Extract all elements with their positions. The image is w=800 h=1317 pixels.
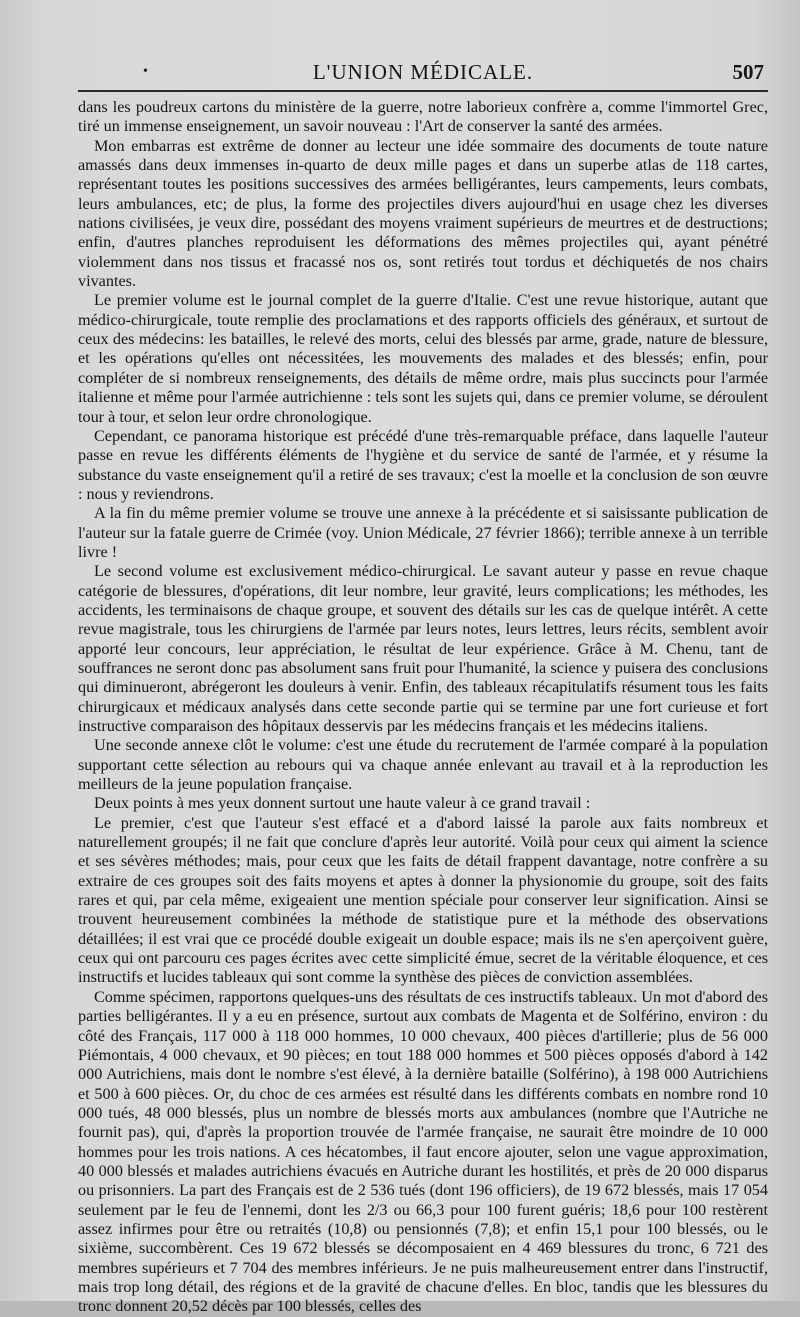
paragraph: Le premier, c'est que l'auteur s'est effacé et a d'abord laissé la parole aux faits nombreux et naturellement groupés; il ne fait que conclure d'après leur autorité. Voilà pour ceux qui aiment la science et ses sévères méthodes; mais, pour ceux que les faits de détail frappent davantage, notre confrère a su extraire de ces groupes soit des faits moyens et aptes à donner la physionomie du groupe, soit des faits rares et qui, par cela même, exigeaient une mention spéciale pour conserver leur signification. Ainsi se trouvent heureusement combinées la méthode de statistique pure et la méthode des observations détaillées; il est vrai que ce procédé double exigeait un double espace; mais ils ne s'en aperçoivent guère, ceux qui ont parcouru ces pages écrites avec cette simplicité émue, secret de la véritable éloquence, et ces instructifs et lucides tableaux qui sont comme la synthèse des pièces de conviction assemblées. <box>78 813 768 987</box>
paragraph: A la fin du même premier volume se trouve une annexe à la précédente et si saisissante publication de l'auteur sur la fatale guerre de Crimée (voy. Union Médicale, 27 février 1866); terrible annexe à un terrible livre ! <box>78 504 768 561</box>
paragraph: Mon embarras est extrême de donner au lecteur une idée sommaire des documents de toute nature amassés dans deux immenses in-quarto de deux mille pages et dans un superbe atlas de 118 cartes, représentant toutes les positions successives des armées belligérantes, leurs campements, leurs combats, leurs ambulances, etc; de plus, la forme des projectiles divers aujourd'hui en usage chez les diverses nations civilisées, je veux dire, possédant des moyens vraiment supérieurs de meurtres et de destructions; enfin, d'autres planches reproduisent les déformations des mêmes projectiles qui, ayant pénétré violemment dans nos tissus et fracassé nos os, sont retirés tout tordus et déchiquetés de nos chairs vivantes. <box>78 136 768 291</box>
article-body <box>78 98 768 1317</box>
journal-title: L'UNION MÉDICALE. <box>312 60 534 84</box>
paragraph: Le premier volume est le journal complet de la guerre d'Italie. C'est une revue historique, autant que médico-chirurgicale, toute remplie des proclamations et des rapports officiels des généraux, et surtout de ceux des médecins: les batailles, le relevé des morts, celui des blessés par arme, grade, nature de blessure, et les opérations qu'elles ont nécessitées, les mouvements des malades et des blessés; enfin, pour compléter de si nombreux renseignements, des détails de même ordre, mais plus succincts pour l'armée italienne et même pour l'armée autrichienne : tels sont les sujets qui, dans ce premier volume, se déroulent tour à tour, et selon leur ordre chronologique. <box>78 291 768 426</box>
header-rule <box>78 90 768 92</box>
paragraph: Cependant, ce panorama historique est précédé d'une très-remarquable préface, dans laquelle l'auteur passe en revue les différents éléments de l'hygiène et du service de santé de l'armée, et y résume la substance du vaste enseignement qu'il a retiré de ses travaux; c'est la moelle et la conclusion de son œuvre : nous y reviendrons. <box>78 426 768 503</box>
page-number: 507 <box>732 60 764 84</box>
paragraph: Deux points à mes yeux donnent surtout une haute valeur à ce grand travail : <box>94 794 591 813</box>
running-header <box>78 58 768 88</box>
header-bullet: • <box>143 64 148 79</box>
paragraph: dans les poudreux cartons du ministère de la guerre, notre laborieux confrère a, comme l'immortel Grec, tiré un immense enseignement, un savoir nouveau : l'Art de conserver la santé des armées. <box>78 98 768 136</box>
paragraph: Le second volume est exclusivement médico-chirurgical. Le savant auteur y passe en revue chaque catégorie de blessures, d'opérations, dit leur nombre, leur gravité, leurs complications; les méthodes, les accidents, les terminaisons de chaque groupe, et souvent des détails sur les cas de quelque intérêt. A cette revue magistrale, tous les chirurgiens de l'armée par leurs notes, leurs lettres, leurs récits, semblent avoir apporté leur concours, leur appréciation, le résultat de leur expérience. Grâce à M. Chenu, tant de souffrances ne seront donc pas absolument sans fruit pour l'humanité, la science y puisera des conclusions qui diminueront, abrégeront les douleurs à venir. Enfin, des tableaux récapitulatifs résument tous les faits chirurgicaux et médicaux analysés dans cette seconde partie qui se termine par une fort curieuse et fort instructive comparaison des hôpitaux desservis par les médecins français et les médecins italiens. <box>78 562 768 735</box>
paragraph: Une seconde annexe clôt le volume: c'est une étude du recrutement de l'armée comparé à la population supportant cette sélection au rebours qui va chaque année enlevant au travail et à la reproduction les meilleurs de la jeune population française. <box>78 736 768 794</box>
paragraph: Comme spécimen, rapportons quelques-uns des résultats de ces instructifs tableaux. Un mot d'abord des parties belligérantes. Il y a eu en présence, surtout aux combats de Magenta et de Solférino, environ : du côté des Français, 117 000 à 118 000 hommes, 10 000 chevaux, 400 pièces d'artillerie; plus de 56 000 Piémontais, 4 000 chevaux, et 90 pièces; en tout 188 000 hommes et 500 pièces opposés d'abord à 142 000 Autrichiens, mais dont le nombre s'est élevé, à la dernière bataille (Solférino), à 198 000 Autrichiens et 500 à 600 pièces. Or, du choc de ces armées est résulté dans les différents combats en nombre rond 10 000 tués, 48 000 blessés, plus un nombre de blessés morts aux ambulances (nombre que l'Autriche ne fournit pas), qui, d'après la proportion trouvée de l'armée française, ne saurait être moindre de 10 000 hommes pour les trois nations. A ces hécatombes, il faut encore ajouter, selon une vague approximation, 40 000 blessés et malades autrichiens évacués en Autriche durant les hostilités, et près de 20 000 disparus ou prisonniers. La part des Français est de 2 536 tués (dont 196 officiers), de 19 672 blessés, mais 17 054 seulement par le feu de l'ennemi, dont les 2/3 ou 66,3 pour 100 furent guéris; 18,6 pour 100 restèrent assez infirmes pour être ou retraités (10,8) ou pensionnés (7,8); et enfin 15,1 pour 100 blessés, ou le sixième, succombèrent. Ces 19 672 blessés se décomposaient en 4 469 blessures du tronc, 6 721 des membres supérieurs et 7 704 des membres inférieurs. Je ne puis malheureusement entrer dans l'instructif, mais trop long détail, des régions et de la gravité de chacune d'elles. En bloc, tandis que les blessures du tronc donnent 20,52 décès par 100 blessés, celles des <box>78 987 768 1316</box>
